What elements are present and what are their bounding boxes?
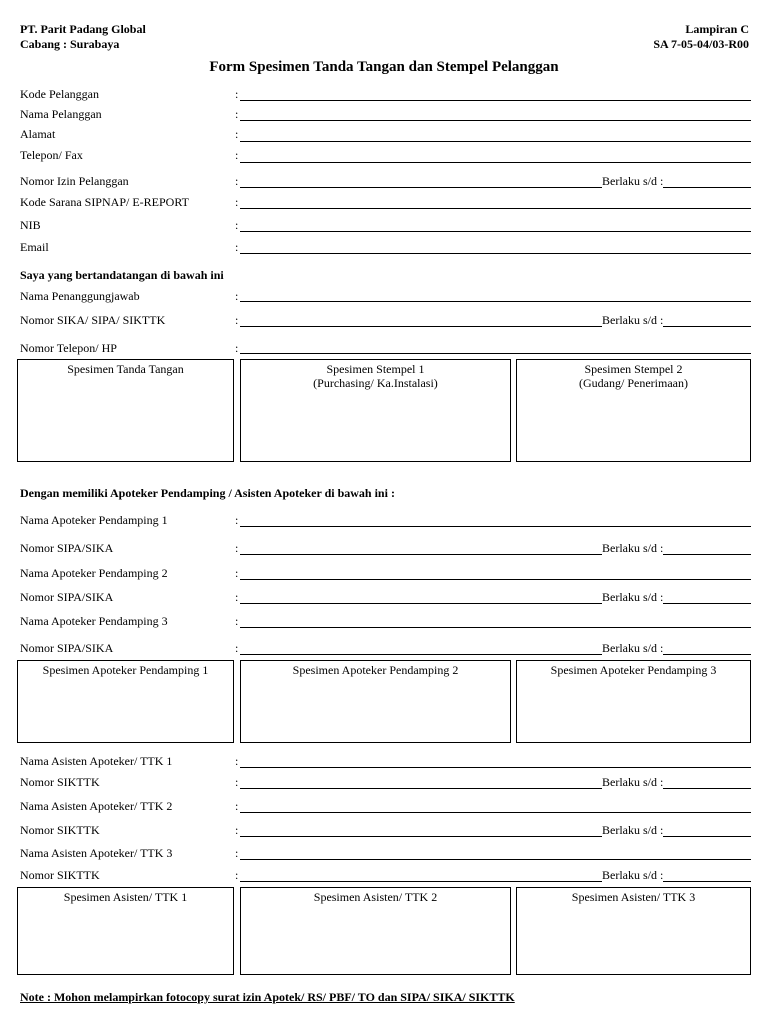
colon: : <box>235 799 239 813</box>
sikttk-1-input-line[interactable] <box>240 788 751 789</box>
field-label: Nama Pelanggan <box>20 107 102 121</box>
assistant-specimen-2-box[interactable] <box>240 887 511 975</box>
box-title: Spesimen Apoteker Pendamping 1 <box>42 663 209 677</box>
field-label: Email <box>20 240 49 254</box>
sikttk-2-input-line[interactable] <box>240 836 751 837</box>
branch-name: Cabang : Surabaya <box>20 37 120 51</box>
field-label: Kode Sarana SIPNAP/ E-REPORT <box>20 195 189 209</box>
box-title: Spesimen Tanda Tangan <box>67 362 184 376</box>
berlaku-label: Berlaku s/d : <box>602 823 664 837</box>
sikttk-3-input-line[interactable] <box>240 881 751 882</box>
apoteker-3-input-line[interactable] <box>240 627 751 628</box>
kode-pelanggan-input-line[interactable] <box>240 100 751 101</box>
assistant-specimen-3-box[interactable] <box>516 887 751 975</box>
colon: : <box>235 641 239 655</box>
berlaku-label: Berlaku s/d : <box>602 868 664 882</box>
document-code: SA 7-05-04/03-R00 <box>653 37 749 51</box>
field-label: Nomor Telepon/ HP <box>20 341 117 355</box>
email-input-line[interactable] <box>240 253 751 254</box>
colon: : <box>235 313 239 327</box>
telepon-input-line[interactable] <box>240 162 751 163</box>
field-label: Telepon/ Fax <box>20 148 83 162</box>
colon: : <box>235 107 239 121</box>
box-title: Spesimen Stempel 2 <box>584 362 683 376</box>
asisten-3-input-line[interactable] <box>240 859 751 860</box>
colon: : <box>235 341 239 355</box>
field-label: Nomor SIPA/SIKA <box>20 641 114 655</box>
field-label: Alamat <box>20 127 56 141</box>
apoteker-2-input-line[interactable] <box>240 579 751 580</box>
kode-sarana-input-line[interactable] <box>240 208 751 209</box>
field-label: Nama Penanggungjawab <box>20 289 140 303</box>
field-label: Nomor SIKTTK <box>20 775 100 789</box>
colon: : <box>235 127 239 141</box>
colon: : <box>235 823 239 837</box>
field-label: Nama Apoteker Pendamping 2 <box>20 566 168 580</box>
stamp-specimen-1-box[interactable] <box>240 359 511 462</box>
colon: : <box>235 218 239 232</box>
field-label: Nomor SIPA/SIKA <box>20 590 114 604</box>
colon: : <box>235 590 239 604</box>
berlaku-label: Berlaku s/d : <box>602 775 664 789</box>
field-label: Nama Apoteker Pendamping 3 <box>20 614 168 628</box>
field-label: Nama Apoteker Pendamping 1 <box>20 513 168 527</box>
telepon-hp-input-line[interactable] <box>240 353 751 354</box>
pharmacist-specimen-1-box[interactable] <box>17 660 234 743</box>
nama-pelanggan-input-line[interactable] <box>240 120 751 121</box>
colon: : <box>235 87 239 101</box>
box-subtitle: (Purchasing/ Ka.Instalasi) <box>313 376 438 390</box>
box-title: Spesimen Apoteker Pendamping 2 <box>292 663 459 677</box>
colon: : <box>235 868 239 882</box>
box-subtitle: (Gudang/ Penerimaan) <box>579 376 688 390</box>
colon: : <box>235 513 239 527</box>
sika-sipa-input-line[interactable] <box>240 326 751 327</box>
berlaku-label: Berlaku s/d : <box>602 313 664 327</box>
field-label: Nomor SIKTTK <box>20 868 100 882</box>
field-label: Kode Pelanggan <box>20 87 99 101</box>
attachment-label: Lampiran C <box>685 22 749 36</box>
field-label: Nomor SIKA/ SIPA/ SIKTTK <box>20 313 166 327</box>
colon: : <box>235 174 239 188</box>
sipa-3-input-line[interactable] <box>240 654 751 655</box>
footer-note: Note : Mohon melampirkan fotocopy surat izin Apotek/ RS/ PBF/ TO dan SIPA/ SIKA/ SIKTTK <box>20 990 515 1004</box>
form-title: Form Spesimen Tanda Tangan dan Stempel Pelanggan <box>209 59 559 75</box>
berlaku-label: Berlaku s/d : <box>602 541 664 555</box>
signer-section-heading: Saya yang bertandatangan di bawah ini <box>20 268 224 282</box>
box-title: Spesimen Asisten/ TTK 3 <box>571 890 696 904</box>
nomor-izin-input-line[interactable] <box>240 187 751 188</box>
field-label: Nomor Izin Pelanggan <box>20 174 129 188</box>
field-label: Nama Asisten Apoteker/ TTK 1 <box>20 754 173 768</box>
pharmacist-specimen-2-box[interactable] <box>240 660 511 743</box>
colon: : <box>235 195 239 209</box>
field-label: NIB <box>20 218 41 232</box>
field-label: Nama Asisten Apoteker/ TTK 2 <box>20 799 173 813</box>
colon: : <box>235 240 239 254</box>
colon: : <box>235 541 239 555</box>
field-label: Nomor SIKTTK <box>20 823 100 837</box>
pharmacist-section-heading: Dengan memiliki Apoteker Pendamping / Asisten Apoteker di bawah ini : <box>20 486 395 500</box>
nib-input-line[interactable] <box>240 231 751 232</box>
field-label: Nomor SIPA/SIKA <box>20 541 114 555</box>
colon: : <box>235 846 239 860</box>
asisten-1-input-line[interactable] <box>240 767 751 768</box>
pharmacist-specimen-3-box[interactable] <box>516 660 751 743</box>
colon: : <box>235 289 239 303</box>
company-name: PT. Parit Padang Global <box>20 22 146 36</box>
sipa-2-input-line[interactable] <box>240 603 751 604</box>
box-title: Spesimen Asisten/ TTK 1 <box>63 890 188 904</box>
berlaku-label: Berlaku s/d : <box>602 174 664 188</box>
penanggungjawab-input-line[interactable] <box>240 301 751 302</box>
berlaku-label: Berlaku s/d : <box>602 641 664 655</box>
colon: : <box>235 754 239 768</box>
alamat-input-line[interactable] <box>240 141 751 142</box>
field-label: Nama Asisten Apoteker/ TTK 3 <box>20 846 173 860</box>
apoteker-1-input-line[interactable] <box>240 526 751 527</box>
colon: : <box>235 148 239 162</box>
colon: : <box>235 614 239 628</box>
box-title: Spesimen Apoteker Pendamping 3 <box>550 663 717 677</box>
berlaku-label: Berlaku s/d : <box>602 590 664 604</box>
asisten-2-input-line[interactable] <box>240 812 751 813</box>
colon: : <box>235 775 239 789</box>
signature-specimen-box[interactable] <box>17 359 234 462</box>
sipa-1-input-line[interactable] <box>240 554 751 555</box>
box-title: Spesimen Stempel 1 <box>326 362 425 376</box>
assistant-specimen-1-box[interactable] <box>17 887 234 975</box>
stamp-specimen-2-box[interactable] <box>516 359 751 462</box>
colon: : <box>235 566 239 580</box>
box-title: Spesimen Asisten/ TTK 2 <box>313 890 438 904</box>
